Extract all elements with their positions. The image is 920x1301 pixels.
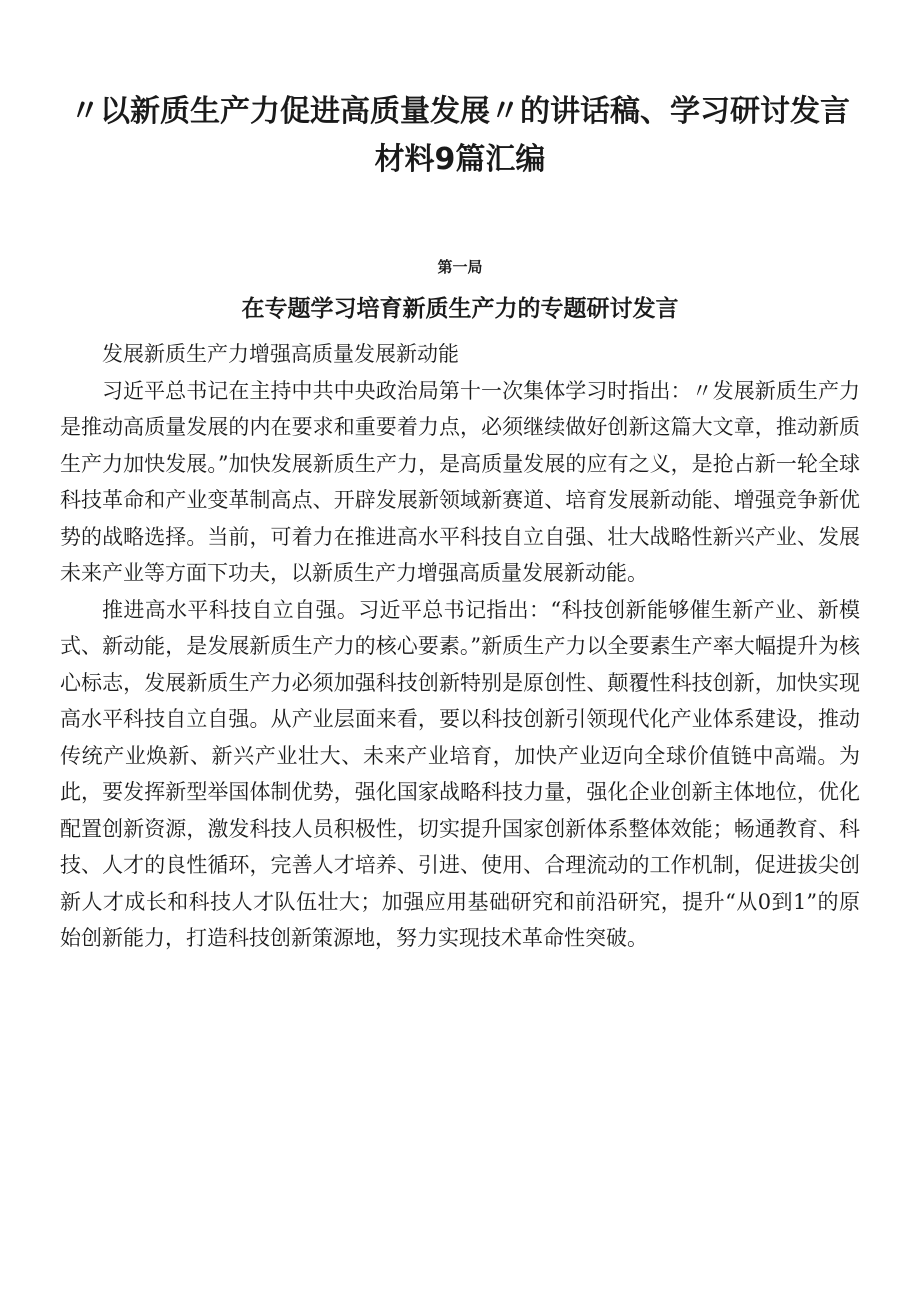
section-title: 在专题学习培育新质生产力的专题研讨发言 — [241, 296, 679, 322]
section-label: 第一局 — [437, 258, 483, 276]
document-body — [60, 336, 860, 957]
paragraph: 习近平总书记在主持中共中央政治局第十一次集体学习时指出：〃发展新质生产力是推动高质量发展的内在要求和重要着力点，必须继续做好创新这篇大文章，推动新质生产力加快发展。”加快发展新质生产力，是高质量发展的应有之义，是抢占新一轮全球科技革命和产业变革制高点、开辟发展新领域新赛道、培育发展新动能、增强竞争新优势的战略选择。当前，可着力在推进高水平科技自立自强、壮大战略性新兴产业、发展未来产业等方面下功夫，以新质生产力增强高质量发展新动能。 — [60, 378, 860, 585]
paragraph-subheading: 发展新质生产力增强高质量发展新动能 — [102, 342, 459, 366]
document-title: 〃以新质生产力促进高质量发展〃的讲话稿、学习研讨发言材料9篇汇编 — [70, 94, 850, 177]
paragraph: 推进高水平科技自立自强。习近平总书记指出：“科技创新能够催生新产业、新模式、新动能，是发展新质生产力的核心要素。”新质生产力以全要素生产率大幅提升为核心标志，发展新质生产力必须加强科技创新特别是原创性、颠覆性科技创新，加快实现高水平科技自立自强。从产业层面来看，要以科技创新引领现代化产业体系建设，推动传统产业焕新、新兴产业壮大、未来产业培育，加快产业迈向全球价值链中高端。为此，要发挥新型举国体制优势，强化国家战略科技力量，强化企业创新主体地位，优化配置创新资源，激发科技人员积极性，切实提升国家创新体系整体效能；畅通教育、科技、人才的良性循环，完善人才培养、引进、使用、合理流动的工作机制，促进拔尖创新人才成长和科技人才队伍壮大；加强应用基础研究和前沿研究，提升“从0到1”的原始创新能力，打造科技创新策源地，努力实现技术革命性突破。 — [60, 597, 860, 950]
